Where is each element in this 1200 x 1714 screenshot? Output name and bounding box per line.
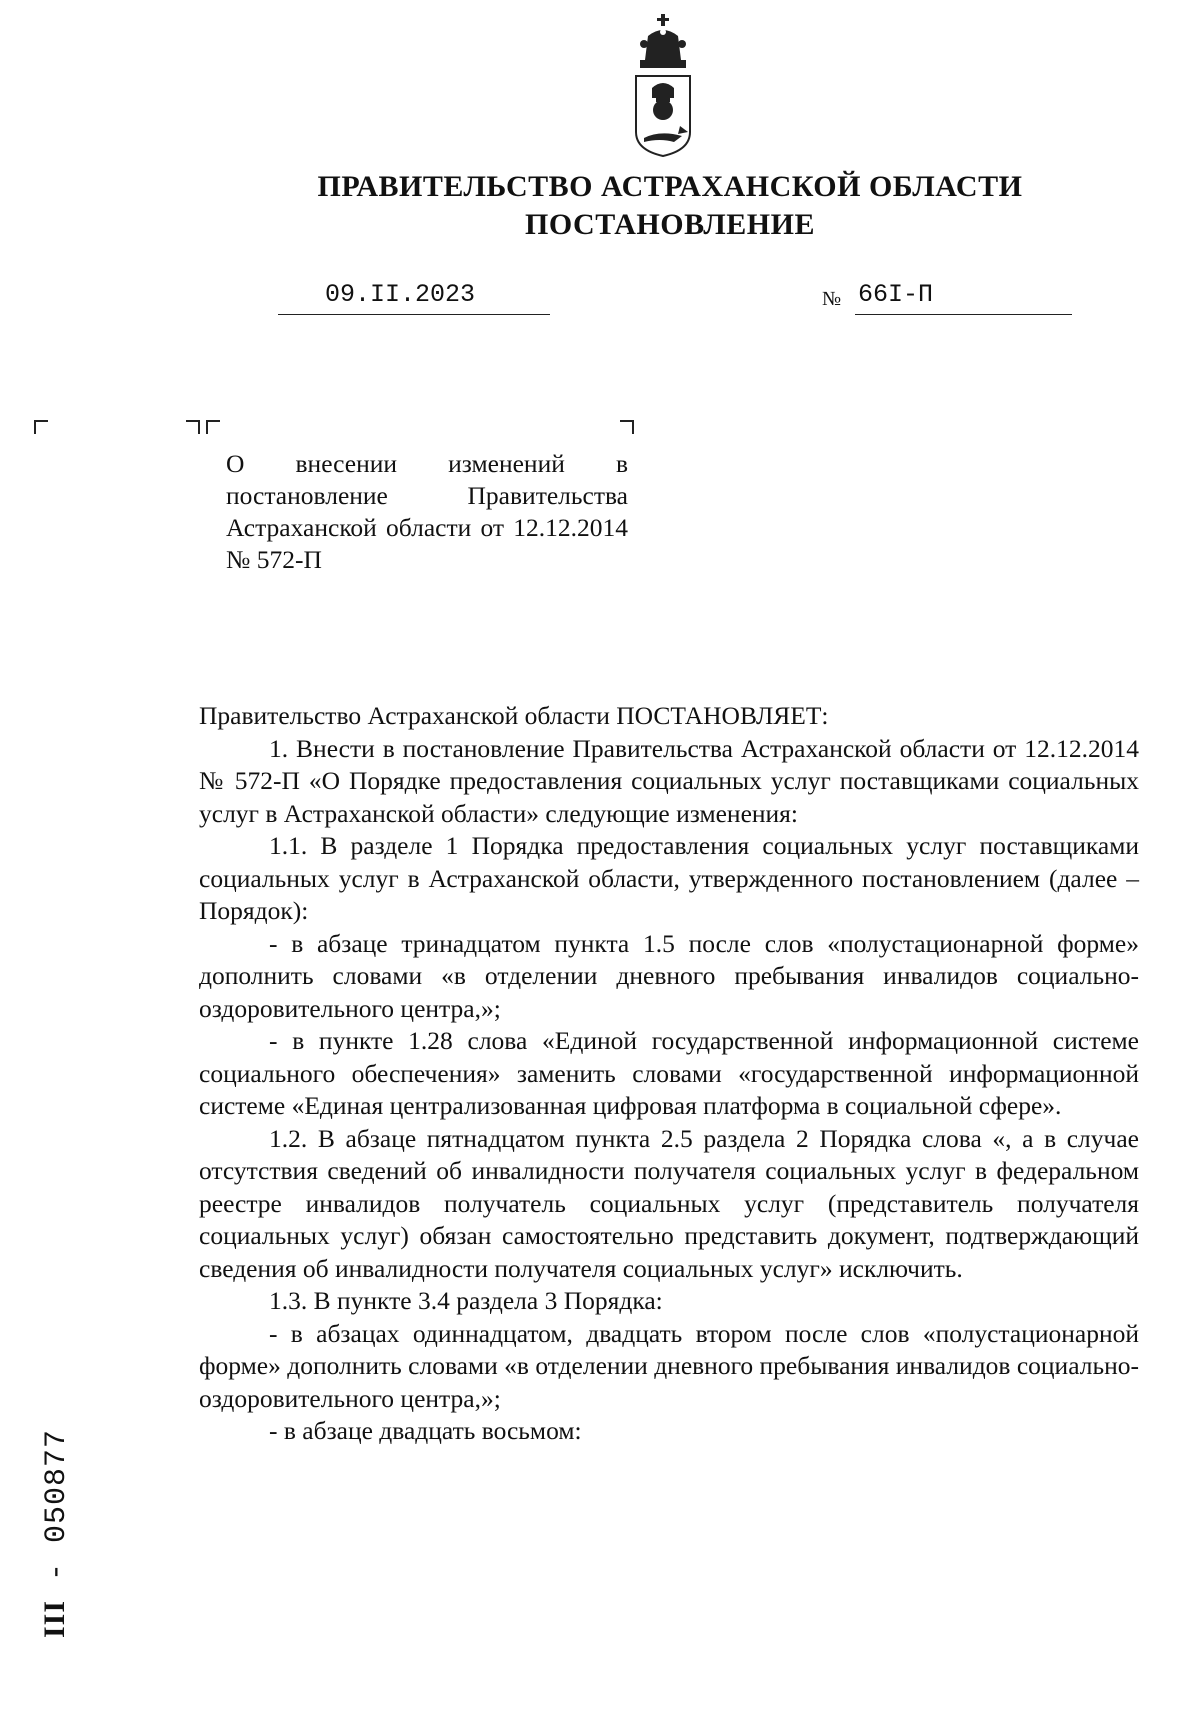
number-label: № — [822, 288, 842, 310]
document-type-title: ПОСТАНОВЛЕНИЕ — [525, 208, 815, 241]
serial-number: - 050877 — [40, 1428, 74, 1600]
paragraph-1-2: 1.2. В абзаце пятнадцатом пункта 2.5 раздела 2 Порядка слова «, а в случае отсутствия сведений об инвалидности получателя социальных услуг в федеральном реестре инвалидов получатель социальных услуг (представитель получателя социальных услуг) обязан самостоятельно представить документ, подтверждающий сведения об инвалидности получателя социальных услуг» исключить. — [199, 1123, 1139, 1283]
margin-corner-mark — [34, 420, 48, 434]
document-subject: О внесении изменений в постановление Правительства Астраханской области от 12.12.2014 № 572-П — [226, 449, 628, 574]
paragraph-1-3-item-2: - в абзаце двадцать восьмом: — [269, 1416, 582, 1445]
document-body — [199, 700, 1139, 1448]
document-number: 66I-П — [858, 280, 934, 309]
date-underline — [278, 314, 550, 315]
margin-corner-mark — [186, 420, 200, 434]
paragraph-1-3: 1.3. В пункте 3.4 раздела 3 Порядка: — [269, 1286, 663, 1315]
paragraph-1-1: 1.1. В разделе 1 Порядка предоставления социальных услуг поставщиками социальных услуг в Астраханской области, утвержденного постановлением (далее – Порядок): — [199, 831, 1139, 925]
government-title: ПРАВИТЕЛЬСТВО АСТРАХАНСКОЙ ОБЛАСТИ — [317, 170, 1023, 203]
subject-corner-mark — [206, 420, 220, 434]
paragraph-1-3-item-1: - в абзацах одиннадцатом, двадцать втором после слов «полустационарной форме» дополнить словами «в отделении дневного пребывания инвалидов социально-оздоровительного центра,»; — [199, 1318, 1139, 1413]
coat-of-arms-icon — [626, 14, 700, 160]
paragraph-1-1-item-1: - в абзаце тринадцатом пункта 1.5 после слов «полустационарной форме» дополнить словами «в отделении дневного пребывания инвалидов социально-оздоровительного центра,»; — [199, 928, 1139, 1023]
paragraph-1-1-item-2: - в пункте 1.28 слова «Единой государственной информационной системе социального обеспечения» заменить словами «государственной информационной системе «Единая централизованная цифровая платформа в социальной сфере». — [199, 1026, 1139, 1120]
preamble: Правительство Астраханской области ПОСТАНОВЛЯЕТ: — [199, 701, 829, 730]
form-serial-number — [38, 1429, 74, 1638]
document-date: 09.II.2023 — [325, 280, 476, 309]
number-underline — [855, 314, 1072, 315]
serial-series: III — [38, 1599, 71, 1638]
subject-corner-mark — [620, 420, 634, 434]
paragraph-1: 1. Внести в постановление Правительства Астраханской области от 12.12.2014 № 572-П «О Порядке предоставления социальных услуг поставщиками социальных услуг в Астраханской области» следующие изменения: — [199, 733, 1139, 828]
